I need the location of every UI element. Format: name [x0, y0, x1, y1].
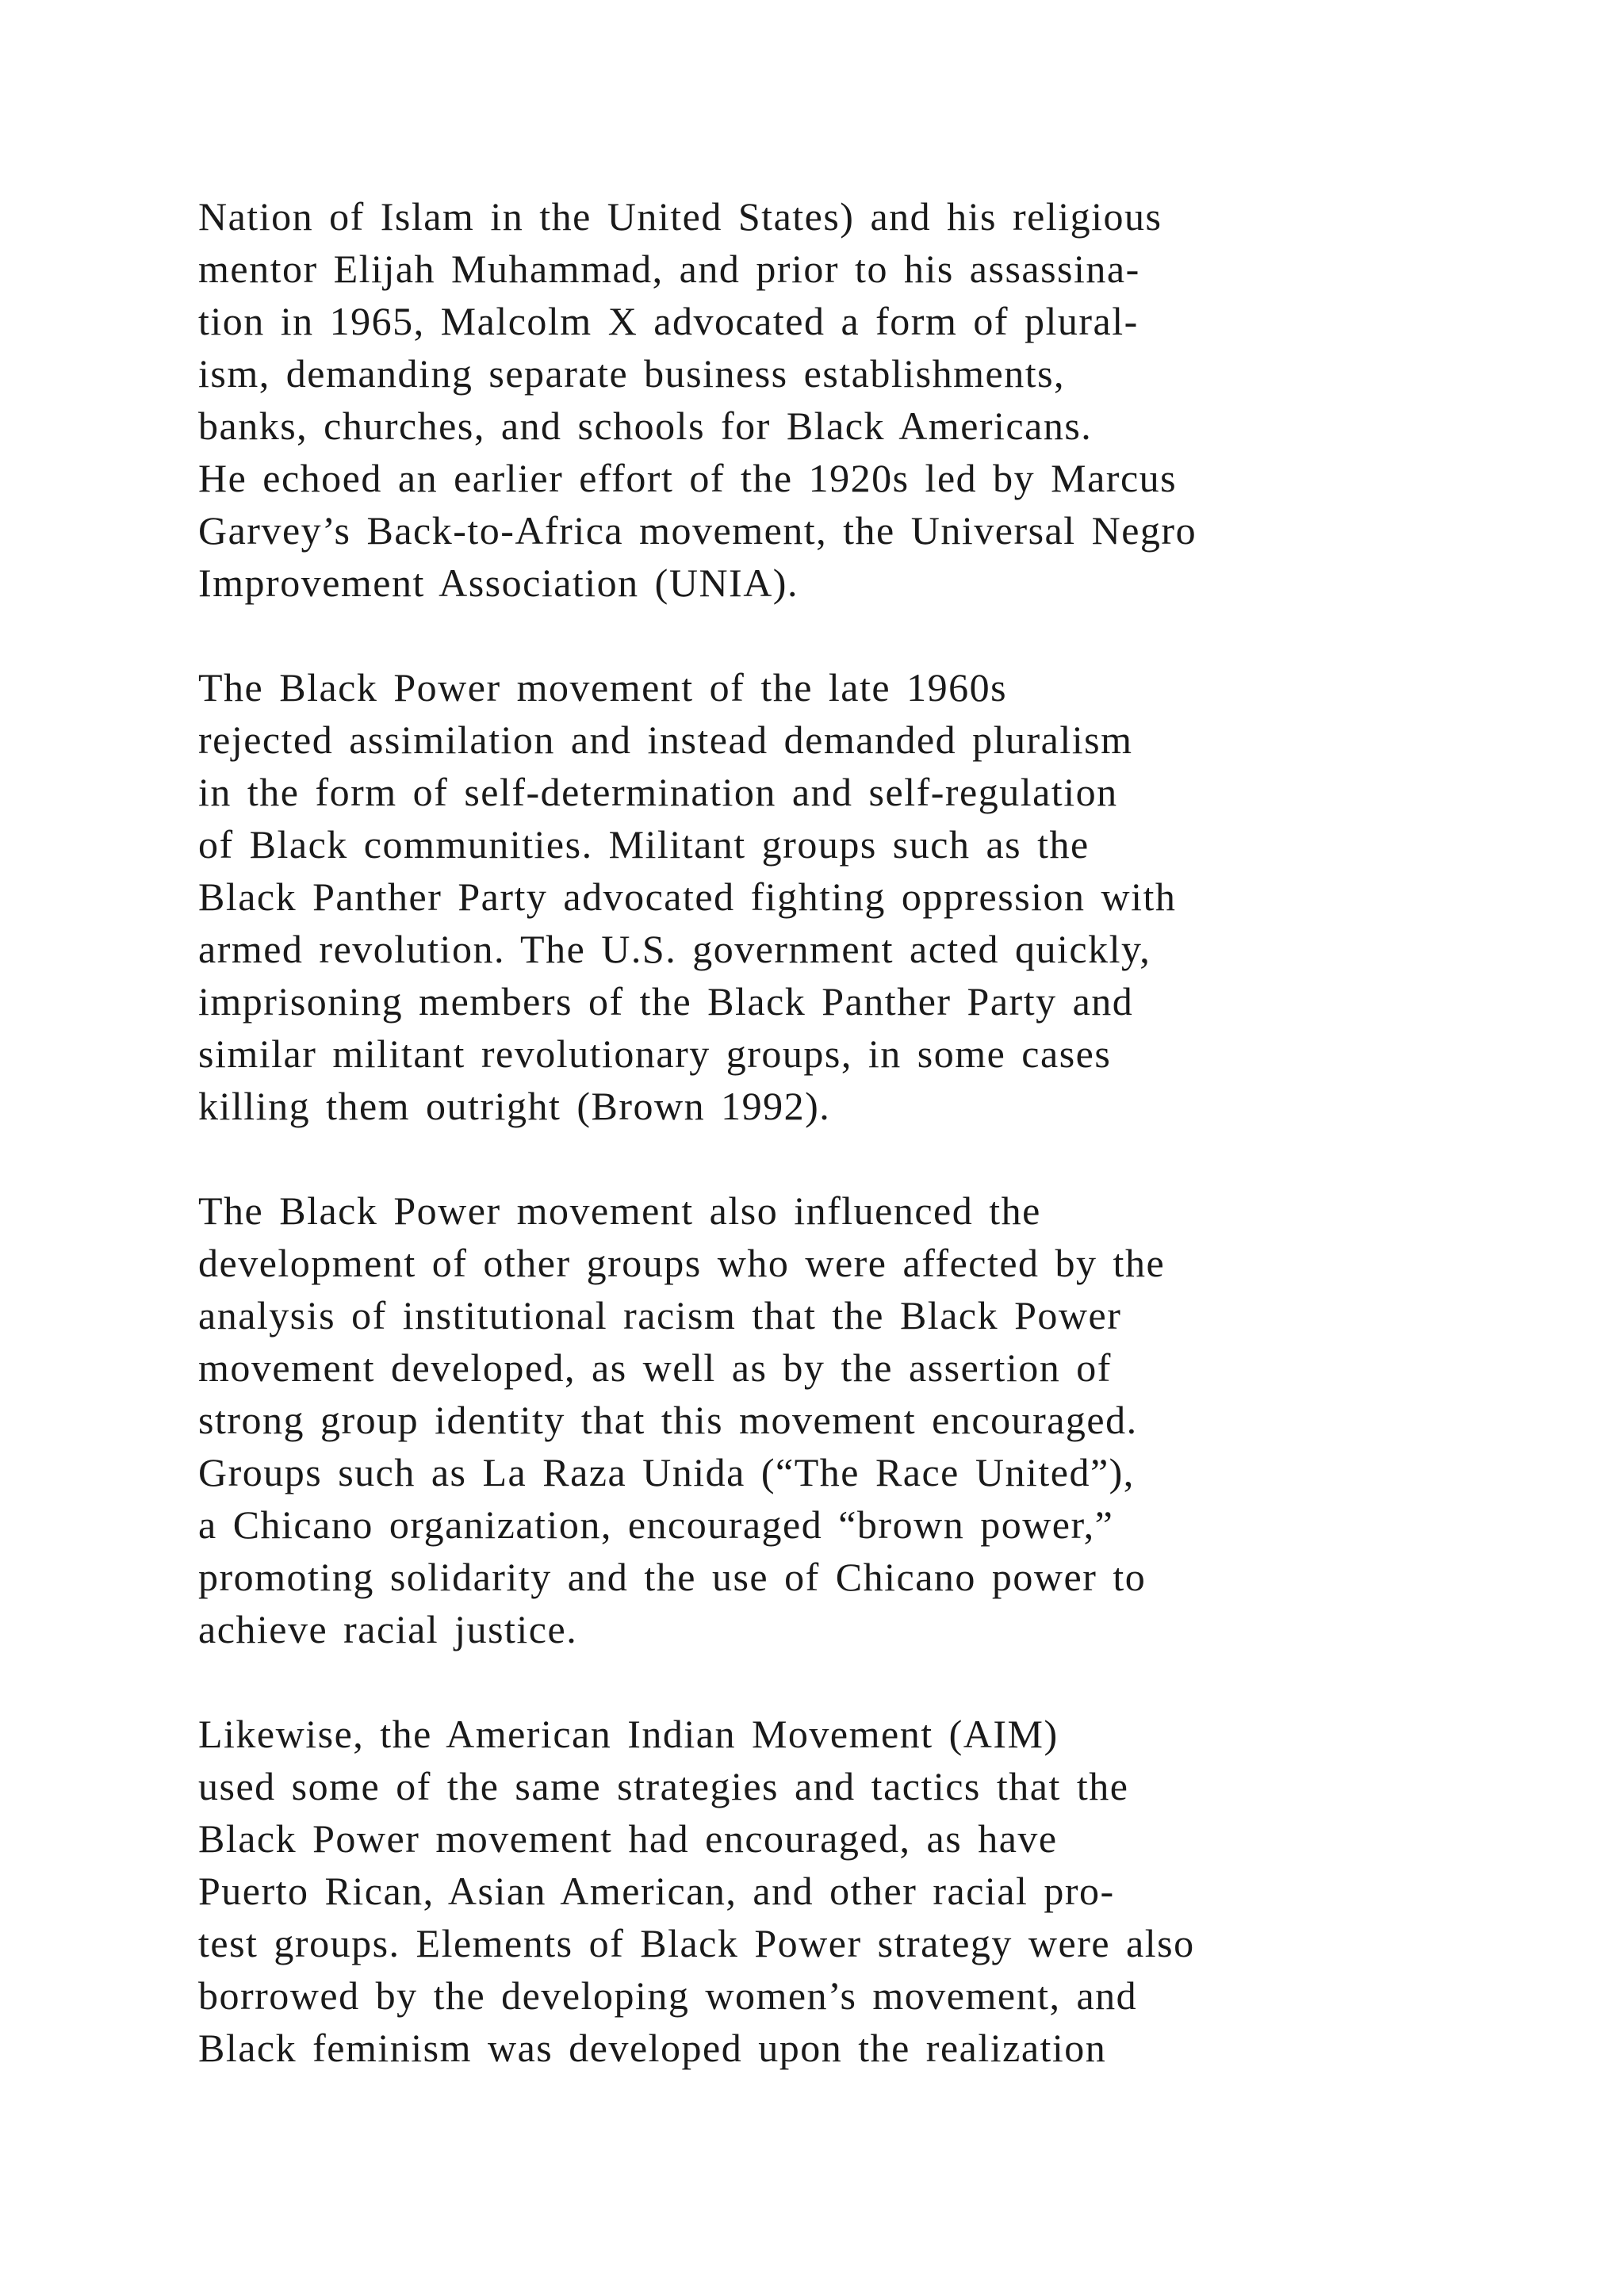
paragraph-1	[198, 190, 1507, 609]
text-line: killing them outright (Brown 1992).	[198, 1084, 831, 1128]
text-line: tion in 1965, Malcolm X advocated a form of plural-	[198, 299, 1139, 343]
text-line: Puerto Rican, Asian American, and other racial pro-	[198, 1869, 1115, 1913]
text-line: a Chicano organization, encouraged “brown power,”	[198, 1502, 1114, 1547]
text-line: analysis of institutional racism that the Black Power	[198, 1293, 1122, 1337]
text-line: in the form of self-determination and self-regulation	[198, 770, 1118, 814]
text-line: similar militant revolutionary groups, in some cases	[198, 1031, 1112, 1076]
paragraph-4	[198, 1708, 1507, 2074]
text-line: development of other groups who were affected by the	[198, 1241, 1166, 1285]
paragraph-gap	[198, 1655, 1507, 1708]
text-line: rejected assimilation and instead demanded pluralism	[198, 718, 1133, 762]
text-line: of Black communities. Militant groups such as the	[198, 822, 1090, 867]
text-line: movement developed, as well as by the assertion of	[198, 1345, 1112, 1390]
paragraph-2	[198, 661, 1507, 1132]
text-line: banks, churches, and schools for Black Americans.	[198, 404, 1093, 448]
text-line: achieve racial justice.	[198, 1607, 578, 1651]
text-line: He echoed an earlier effort of the 1920s led by Marcus	[198, 456, 1178, 500]
text-line: armed revolution. The U.S. government acted quickly,	[198, 927, 1151, 971]
text-line: imprisoning members of the Black Panther Party and	[198, 979, 1134, 1024]
text-line: strong group identity that this movement encouraged.	[198, 1398, 1138, 1442]
text-line: borrowed by the developing women’s movement, and	[198, 1973, 1138, 2018]
text-line: The Black Power movement also influenced the	[198, 1188, 1041, 1233]
text-line: Nation of Islam in the United States) and his religious	[198, 194, 1162, 239]
paragraph-gap	[198, 1132, 1507, 1184]
text-line: used some of the same strategies and tactics that the	[198, 1764, 1129, 1808]
text-line: Groups such as La Raza Unida (“The Race United”),	[198, 1450, 1135, 1494]
text-line: Black feminism was developed upon the realization	[198, 2026, 1107, 2070]
text-line: Improvement Association (UNIA).	[198, 561, 799, 605]
text-line: Likewise, the American Indian Movement (AIM)	[198, 1712, 1059, 1756]
paragraph-gap	[198, 609, 1507, 661]
text-line: Black Panther Party advocated fighting oppression with	[198, 874, 1177, 919]
text-line: Garvey’s Back-to-Africa movement, the Universal Negro	[198, 508, 1197, 553]
text-line: mentor Elijah Muhammad, and prior to his assassina-	[198, 247, 1140, 291]
text-line: Black Power movement had encouraged, as have	[198, 1816, 1058, 1861]
text-line: test groups. Elements of Black Power strategy were also	[198, 1921, 1195, 1965]
body-text	[198, 190, 1507, 2074]
text-line: ism, demanding separate business establishments,	[198, 351, 1066, 396]
text-line: promoting solidarity and the use of Chicano power to	[198, 1555, 1147, 1599]
paragraph-3	[198, 1184, 1507, 1655]
text-line: The Black Power movement of the late 1960s	[198, 665, 1008, 710]
